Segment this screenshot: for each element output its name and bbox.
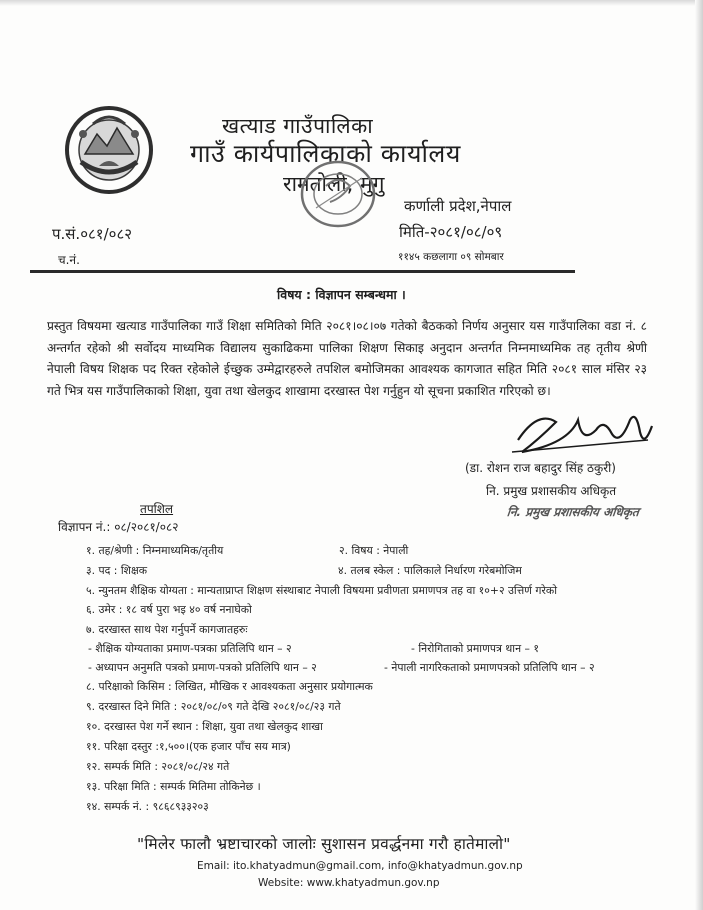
detail-qualification: ५. न्युनतम शैक्षिक योग्यता : मान्यताप्राप्त शिक्षण संस्थाबाट नेपाली विषयमा प्रवीणता प्रमाणपत्र तह वा १०+२ उत्तिर्ण गरेको: [86, 584, 557, 597]
detail-document-item: - शैक्षिक योग्यताका प्रमाण-पत्रका प्रतिलिपि थान – २: [88, 642, 292, 655]
detail-documents-heading: ७. दरखास्त साथ पेश गर्नुपर्ने कागजातहरुः: [86, 623, 248, 636]
nepal-emblem-icon: [63, 104, 155, 196]
scan-edge-top: [0, 0, 703, 6]
details-heading: तपशिल: [140, 502, 174, 516]
detail-contact-date: १२. सम्पर्क मिति : २०८१/०८/२४ गते: [86, 760, 230, 773]
detail-fee: ११. परिक्षा दस्तुर :१,५००।(एक हजार पाँच सय मात्र): [86, 740, 291, 753]
notice-body: प्रस्तुत विषयमा खत्याड गाउँपालिका गाउँ शिक्षा समितिको मिति २०८१।०८।०७ गतेको बैठकको निर्णय अनुसार यस गाउँपालिका वडा नं. ८ अन्तर्गत रहेको श्री सर्वोदय माध्यमिक विद्यालय सुकाढिकमा पालिका शिक्षण सिकाइ अनुदान अन्तर्गत निम्नमाध्यमिक तह तृतीय श्रेणी नेपाली विषय शिक्षक पद रिक्त रहेकोले ईच्छुक उम्मेद्वारहरुले तपशिल बमोजिमका आवश्यक कागजात सहित मिति २०८१ साल मंसिर २३ गते भित्र यस गाउँपालिकाको शिक्षा, युवा तथा खेलकुद शाखामा दरखास्त पेश गर्नुहुन यो सूचना प्रकाशित गरिएको छ।: [47, 319, 647, 399]
detail-exam-type: ८. परिक्षाको किसिम : लिखित, मौखिक र आवश्यकता अनुसार प्रयोगात्मक: [86, 680, 373, 693]
detail-subject: २. विषय : नेपाली: [339, 544, 409, 557]
letter-date: मिति-२०८१/०८/०९: [399, 223, 503, 241]
advert-number: विज्ञापन नं.: ०८/२०८१/०८२: [58, 520, 179, 534]
detail-document-item: - अध्यापन अनुमति पत्रको प्रमाण-पत्रको प्रतिलिपि थान – २: [88, 661, 317, 674]
letter-date-subline: ११४५ कछलागा ०९ सोमबार: [398, 251, 504, 263]
signatory-title: नि. प्रमुख प्रशासकीय अधिकृत: [486, 484, 617, 498]
signatory-name: (डा. रोशन राज बहादुर सिंह ठकुरी): [465, 461, 616, 475]
detail-contact-number: १४. सम्पर्क नं. : ९८६८९३३२०३: [86, 800, 209, 813]
detail-apply-date: ९. दरखास्त दिने मिति : २०८१/०८/०९ गते देखि २०८१/०८/२३ गते: [86, 700, 341, 713]
detail-age: ६. उमेर : १८ वर्ष पुरा भइ ४० वर्ष ननाघेको: [86, 603, 252, 616]
province-name: कर्णाली प्रदेश,नेपाल: [404, 197, 512, 215]
office-title: गाउँ कार्यपालिकाको कार्यालय: [190, 139, 461, 168]
header-divider: [30, 270, 575, 273]
detail-post: ३. पद : शिक्षक: [86, 564, 148, 577]
detail-salary: ४. तलब स्केल : पालिकाले निर्धारण गरेबमोजिम: [338, 564, 522, 577]
detail-document-item: - नेपाली नागरिकताको प्रमाणपत्रको प्रतिलिपि थान – २: [384, 661, 595, 674]
footer-website: Website: www.khatyadmun.gov.np: [258, 877, 440, 889]
subject-line: विषय : विज्ञापन सम्बन्धमा ।: [277, 287, 406, 302]
detail-apply-place: १०. दरखास्त पेश गर्ने स्थान : शिक्षा, युवा तथा खेलकुद शाखा: [86, 720, 323, 733]
office-stamp-icon: [286, 156, 386, 231]
dispatch-number: च.नं.: [58, 253, 80, 267]
detail-exam-date: १३. परिक्षा मिति : सम्पर्क मितिमा तोकिनेछ ।: [86, 780, 261, 793]
detail-level: १. तह/श्रेणी : निम्नमाध्यमिक/तृतीय: [86, 544, 224, 557]
signatory-stamp: नि. प्रमुख प्रशासकीय अधिकृत: [506, 505, 640, 519]
detail-document-item: - निरोगिताको प्रमाणपत्र थान – १: [411, 642, 539, 655]
office-name: खत्याड गाउँपालिका: [222, 114, 374, 138]
footer-email: Email: ito.khatyadmun@gmail.com, info@khatyadmun.gov.np: [197, 860, 523, 872]
handwritten-signature: [508, 400, 658, 462]
office-location: रामतोली, मुगु: [283, 172, 385, 196]
reference-number: प.सं.०८१/०८२: [52, 225, 133, 243]
scan-edge-right: [695, 0, 703, 910]
footer-motto: "मिलेर फालौ भ्रष्टाचारको जालोः सुशासन प्रवर्द्धनमा गरौ हातेमालो": [137, 835, 511, 853]
